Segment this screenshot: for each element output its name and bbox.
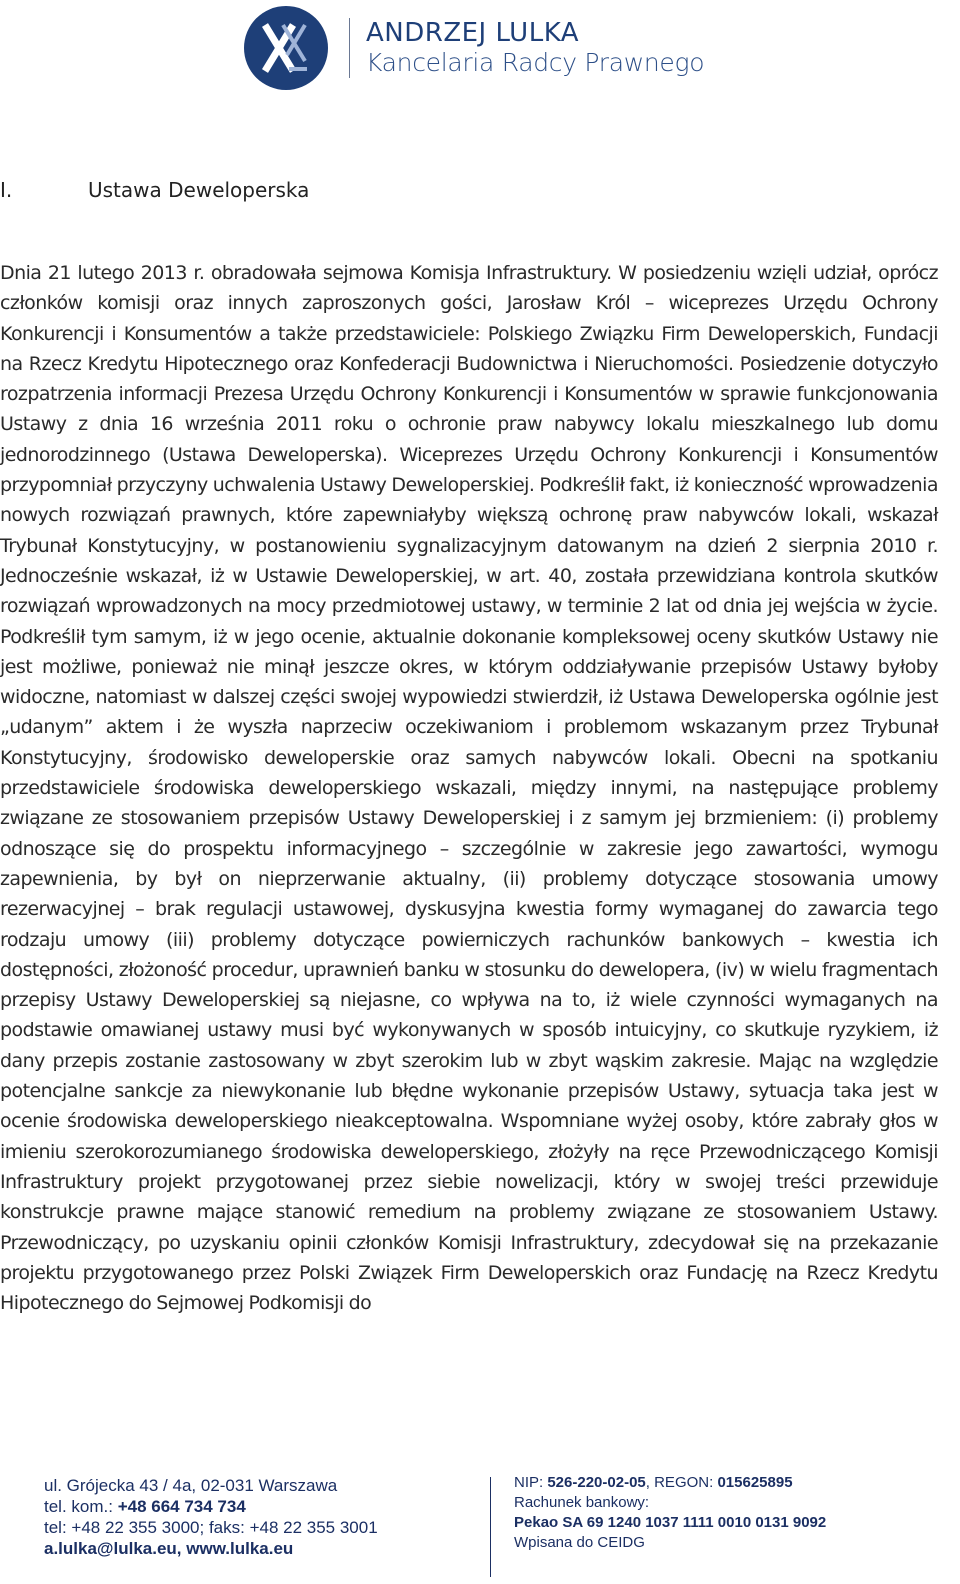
logo-divider xyxy=(349,18,350,78)
footer-email-web: a.lulka@lulka.eu, www.lulka.eu xyxy=(44,1539,294,1558)
body-paragraph: Dnia 21 lutego 2013 r. obradowała sejmowa Komisja Infrastruktury. W posiedzeniu wzięli udział, oprócz członków komisji oraz innych zaproszonych gości, Jarosław Król – wiceprezes Urzędu Ochrony Konkurencji i Konsumentów a także przedstawiciele: Polskiego Związku Firm Deweloperskich, Fundacji na Rzecz Kredytu Hipotecznego oraz Konfederacji Budownictwa i Nieruchomości. Posiedzenie dotyczyło rozpatrzenia informacji Prezesa Urzędu Ochrony Konkurencji i Konsumentów w sprawie funkcjonowania Ustawy z dnia 16 września 2011 roku o ochronie praw nabywcy lokalu mieszkalnego lub domu jednorodzinnego (Ustawa Deweloperska). Wiceprezes Urzędu Ochrony Konkurencji i Konsumentów przypomniał przyczyny uchwalenia Ustawy Deweloperskiej. Podkreślił fakt, iż konieczność wprowadzenia nowych rozwiązań prawnych, które zapewniałyby większą ochronę praw nabywców lokali, wskazał Trybunał Konstytucyjny, w postanowieniu sygnalizacyjnym datowanym na dzień 2 sierpnia 2010 r. Jednocześnie wskazał, iż w Ustawie Deweloperskiej, w art. 40, została przewidziana kontrola skutków rozwiązań wprowadzonych na mocy przedmiotowej ustawy, w terminie 2 lat od dnia jej wejścia w życie. Podkreślił tym samym, iż w jego ocenie, aktualnie dokonanie kompleksowej oceny skutków Ustawy nie jest możliwe, ponieważ nie minął jeszcze okres, w którym oddziaływanie przepisów Ustawy byłoby widoczne, natomiast w dalszej części swojej wypowiedzi stwierdził, iż Ustawa Deweloperska ogólnie jest „udanym” aktem i że wyszła naprzeciw oczekiwaniom i problemom wskazanym przez Trybunał Konstytucyjny, środowisko deweloperskie oraz samych nabywców lokali. Obecni na spotkaniu przedstawiciele środowiska deweloperskiego wskazali, między innymi, na następujące problemy związane ze stosowaniem przepisów Ustawy Deweloperskiej i z samym jej brzmieniem: (i) problemy odnoszące się do prospektu informacyjnego – szczególnie w zakresie jego zawartości, wymogu zapewnienia, by był on nieprzerwanie aktualny, (ii) problemy dotyczące stosowania umowy rezerwacyjnej – brak regulacji ustawowej, dyskusyjna kwestia formy wymaganej do zawarcia tego rodzaju umowy (iii) problemy dotyczące powierniczych rachunków bankowych – kwestia ich dostępności, złożoność procedur, uprawnień banku w stosunku do dewelopera, (iv) w wielu fragmentach przepisy Ustawy Deweloperskiej są niejasne, co wpływa na to, iż wiele czynności wymaganych na podstawie omawianej ustawy musi być wykonywanych w sposób intuicyjny, co skutkuje ryzykiem, iż dany przepis zostanie zastosowany w zbyt szerokim lub w zbyt wąskim zakresie. Mając na względzie potencjalne sankcje za niewykonanie lub błędne wykonanie przepisów Ustawy, sytuacja taka jest w ocenie środowiska deweloperskiego nieakceptowalna. Wspomniane wyżej osoby, które zabrały głos w imieniu szerokorozumianego środowiska deweloperskiego, złożyły na ręce Przewodniczącego Komisji Infrastruktury projekt przygotowanej przez siebie nowelizacji, który w swojej treści przewiduje konstrukcje prawne mające stanowić remedium na problemy związane ze stosowaniem Ustawy. Przewodniczący, po uzyskaniu opinii członków Komisji Infrastruktury, zdecydował się na przekazanie projektu przygotowanego przez Polski Związek Firm Deweloperskich oraz Fundację na Rzecz Kredytu Hipotecznego do Sejmowej Podkomisji do xyxy=(0,262,938,1315)
footer-divider xyxy=(490,1477,491,1577)
footer-regon-label: , REGON: xyxy=(645,1474,718,1491)
brand-name: ANDRZEJ LULKA xyxy=(366,18,580,48)
footer-regon: 015625895 xyxy=(717,1474,793,1491)
footer-registry: Wpisana do CEIDG xyxy=(514,1534,645,1551)
footer-nip-label: NIP: xyxy=(514,1474,548,1491)
footer-nip: 526-220-02-05 xyxy=(547,1474,646,1491)
footer xyxy=(0,1473,960,1584)
footer-phone-fax: tel: +48 22 355 3000; faks: +48 22 355 3001 xyxy=(44,1518,378,1537)
footer-account-label: Rachunek bankowy: xyxy=(514,1494,650,1511)
footer-mobile: +48 664 734 734 xyxy=(117,1497,246,1516)
footer-ids-line xyxy=(514,1473,826,1493)
logo-monogram-icon xyxy=(243,5,329,91)
section-title: Ustawa Deweloperska xyxy=(88,178,310,202)
footer-account: Pekao SA 69 1240 1037 1111 0010 0131 9092 xyxy=(514,1514,827,1531)
brand-block xyxy=(366,18,704,78)
footer-mobile-line xyxy=(44,1496,378,1517)
footer-contact xyxy=(44,1475,378,1559)
footer-mobile-label: tel. kom.: xyxy=(44,1497,118,1516)
footer-company-info xyxy=(514,1473,826,1553)
letterhead xyxy=(243,4,704,92)
section-number: I. xyxy=(0,178,13,202)
section-heading xyxy=(0,176,309,204)
footer-address: ul. Grójecka 43 / 4a, 02-031 Warszawa xyxy=(44,1476,338,1495)
brand-subtitle: Kancelaria Radcy Prawnego xyxy=(366,48,705,77)
